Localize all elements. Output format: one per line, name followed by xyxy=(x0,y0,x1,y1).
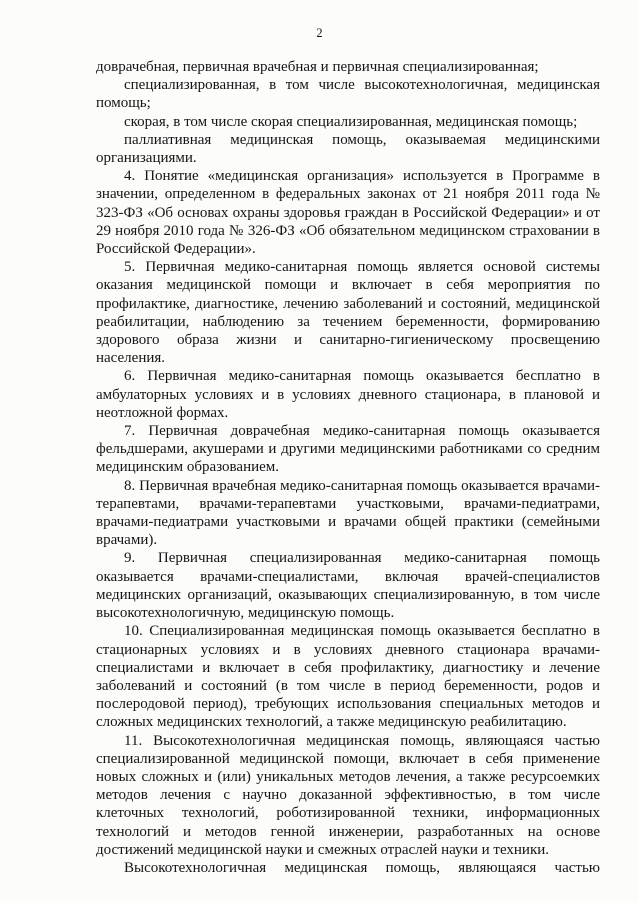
paragraph-1: доврачебная, первичная врачебная и первичная специализированная; xyxy=(96,59,539,75)
paragraph-item-10: 10. Специализированная медицинская помощь оказывается бесплатно в стационарных условиях и в условиях дневного стационара врачами-специалистами и включает в себя профилактику, диагностику и лечение заболеваний и состояний (в том числе в период беременности, родов и послеродовой период), требующих использования специальных методов и сложных медицинских технологий, а также медицинскую реабилитацию. xyxy=(96,623,600,731)
page-number: 2 xyxy=(316,26,323,40)
paragraph-item-4: 4. Понятие «медицинская организация» используется в Программе в значении, определенном в федеральных законах от 21 ноября 2011 года № 323-ФЗ «Об основах охраны здоровья граждан в Российской Федерации» и от 29 ноября 2010 года № 326-ФЗ «Об обязательном медицинском страховании в Российской Федерации». xyxy=(96,168,600,258)
paragraph-3: скорая, в том числе скорая специализированная, медицинская помощь; xyxy=(124,113,578,130)
paragraph-2: специализированная, в том числе высокотехнологичная, медицинская помощь; xyxy=(96,77,600,112)
paragraph-continuation: Высокотехнологичная медицинская помощь, являющаяся частью xyxy=(124,859,600,876)
paragraph-4: паллиативная медицинская помощь, оказываемая медицинскими организациями. xyxy=(96,131,600,167)
paragraph-item-7: 7. Первичная доврачебная медико-санитарная помощь оказывается фельдшерами, акушерами и другими медицинскими работниками со средним медицинским образованием. xyxy=(96,423,600,476)
paragraph-item-5: 5. Первичная медико-санитарная помощь является основой системы оказания медицинской помощи и включает в себя мероприятия по профилактике, диагностике, лечению заболеваний и состояний, медицинской реабилитации, наблюдению за течением беременности, формированию здорового образа жизни и санитарно-гигиеническому просвещению населения. xyxy=(96,259,600,367)
paragraph-item-6: 6. Первичная медико-санитарная помощь оказывается бесплатно в амбулаторных условиях и в условиях дневного стационара, в плановой и неотложной формах. xyxy=(96,368,600,421)
paragraph-item-11: 11. Высокотехнологичная медицинская помощь, являющаяся частью специализированной медицинской помощи, включает в себя применение новых сложных и (или) уникальных методов лечения, а также ресурсоемких методов лечения с научно доказанной эффективностью, в том числе клеточных технологий, роботизированной техники, информационных технологий и методов генной инженерии, разработанных на основе достижений медицинской науки и смежных отраслей науки и техники. xyxy=(96,732,600,858)
paragraph-item-8: 8. Первичная врачебная медико-санитарная помощь оказывается врачами-терапевтами, врачами-терапевтами участковыми, врачами-педиатрами, врачами-педиатрами участковыми и врачами общей практики (семейными врачами). xyxy=(96,477,600,549)
paragraph-item-9: 9. Первичная специализированная медико-санитарная помощь оказывается врачами-специалистами, включая врачей-специалистов медицинских организаций, оказывающих специализированную, в том числе высокотехнологичную, медицинскую помощь. xyxy=(96,550,600,622)
document-body xyxy=(96,58,600,877)
